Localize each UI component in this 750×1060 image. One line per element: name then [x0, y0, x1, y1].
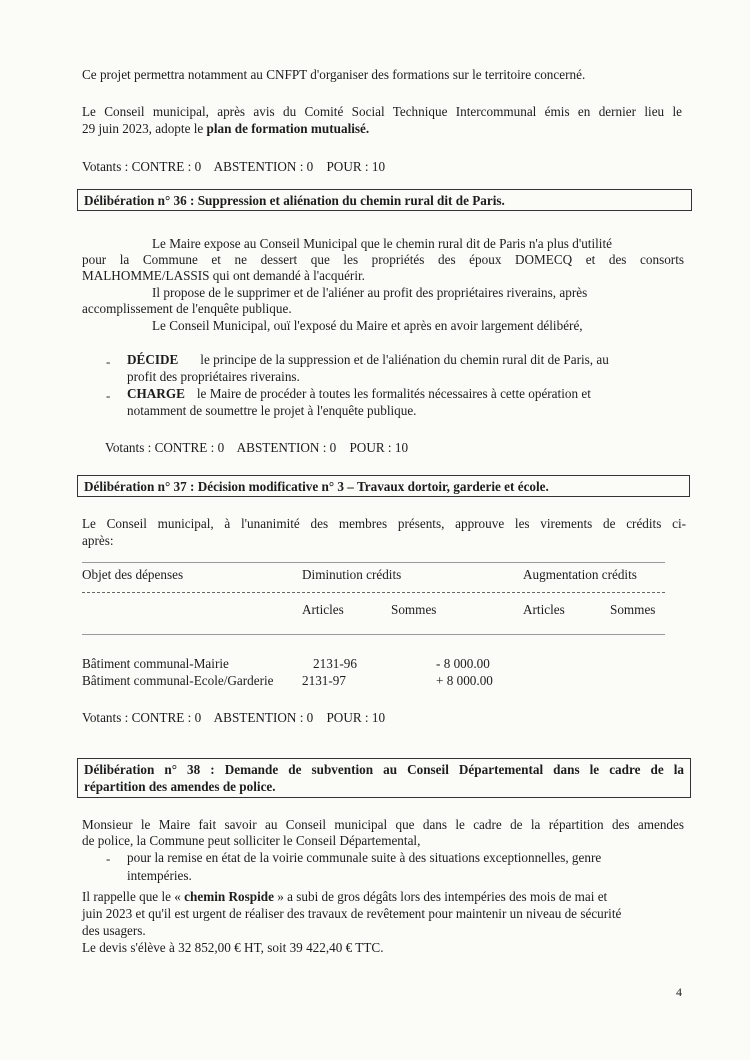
- bullet-dash: -: [106, 851, 111, 866]
- paragraph-line: MALHOMME/LASSIS qui ont demandé à l'acquérir.: [82, 268, 365, 283]
- paragraph-line: des usagers.: [82, 923, 146, 938]
- table-cell: Bâtiment communal-Mairie: [82, 656, 229, 671]
- table-dashed-rule: [82, 592, 665, 593]
- vote-line: Votants : CONTRE : 0 ABSTENTION : 0 POUR : 10: [82, 159, 386, 174]
- paragraph-line: Le Conseil Municipal, ouï l'exposé du Maire et après en avoir largement délibéré,: [152, 318, 583, 333]
- table-subheader: Sommes: [391, 602, 437, 617]
- paragraph-line: Il propose de le supprimer et de l'aliéner au profit des propriétaires riverains, après: [152, 285, 588, 300]
- title-line: Délibération n° 38 : Demande de subvention au Conseil Départemental dans le cadre de la: [84, 762, 684, 777]
- deliberation-36-title: Délibération n° 36 : Suppression et aliénation du chemin rural dit de Paris.: [77, 189, 692, 211]
- paragraph-line: juin 2023 et qu'il est urgent de réaliser des travaux de revêtement pour maintenir un niveau de sécurité: [82, 906, 622, 921]
- page-number: 4: [676, 985, 682, 999]
- table-header: Objet des dépenses: [82, 567, 184, 582]
- table-subheader: Articles: [302, 602, 344, 617]
- table-cell: 2131-96: [313, 656, 357, 671]
- bullet-line: CHARGE le Maire de procéder à toutes les formalités nécessaires à cette opération et: [127, 386, 591, 401]
- vote-line: Votants : CONTRE : 0 ABSTENTION : 0 POUR : 10: [82, 710, 386, 725]
- table-cell: - 8 000.00: [436, 656, 490, 671]
- intro-line: Ce projet permettra notamment au CNFPT d'organiser des formations sur le territoire concerné.: [82, 67, 586, 82]
- bullet-line: DÉCIDE le principe de la suppression et de l'aliénation du chemin rural dit de Paris, au: [127, 352, 609, 367]
- paragraph-line: Monsieur le Maire fait savoir au Conseil municipal que dans le cadre de la répartition des amendes: [82, 817, 684, 832]
- bullet-line: profit des propriétaires riverains.: [127, 369, 300, 384]
- table-subheader: Articles: [523, 602, 565, 617]
- table-rule: [82, 562, 665, 563]
- deliberation-37-title: Délibération n° 37 : Décision modificative n° 3 – Travaux dortoir, garderie et école.: [77, 475, 690, 497]
- paragraph-line: de police, la Commune peut solliciter le Conseil Départemental,: [82, 833, 421, 848]
- intro-line: 29 juin 2023, adopte le plan de formation mutualisé.: [82, 121, 370, 136]
- deliberation-38-title: [77, 758, 691, 798]
- table-cell: + 8 000.00: [436, 673, 493, 688]
- bullet-dash: -: [106, 388, 111, 403]
- bullet-line: intempéries.: [127, 868, 192, 883]
- table-header: Augmentation crédits: [523, 567, 637, 582]
- paragraph-line: Le Conseil municipal, à l'unanimité des membres présents, approuve les virements de crédits ci-: [82, 516, 686, 531]
- bullet-dash: -: [106, 354, 111, 369]
- paragraph-line: après:: [82, 533, 114, 548]
- paragraph-line: accomplissement de l'enquête publique.: [82, 301, 292, 316]
- paragraph-line: pour la Commune et ne dessert que les propriétés des époux DOMECQ et des consorts: [82, 252, 684, 267]
- paragraph-line: Le Maire expose au Conseil Municipal que le chemin rural dit de Paris n'a plus d'utilité: [152, 236, 612, 251]
- title-line: répartition des amendes de police.: [84, 779, 276, 794]
- table-header: Diminution crédits: [302, 567, 402, 582]
- table-subheader: Sommes: [610, 602, 656, 617]
- bullet-line: notamment de soumettre le projet à l'enquête publique.: [127, 403, 417, 418]
- table-cell: 2131-97: [302, 673, 346, 688]
- vote-line: Votants : CONTRE : 0 ABSTENTION : 0 POUR : 10: [105, 440, 409, 455]
- paragraph-line: Le devis s'élève à 32 852,00 € HT, soit 39 422,40 € TTC.: [82, 940, 384, 955]
- bullet-line: pour la remise en état de la voirie communale suite à des situations exceptionnelles, genre: [127, 850, 602, 865]
- table-rule: [82, 634, 665, 635]
- paragraph-line: Il rappelle que le « chemin Rospide » a subi de gros dégâts lors des intempéries des mois de mai et: [82, 889, 608, 904]
- table-cell: Bâtiment communal-Ecole/Garderie: [82, 673, 274, 688]
- intro-line: Le Conseil municipal, après avis du Comité Social Technique Intercommunal émis en dernier lieu le: [82, 104, 682, 119]
